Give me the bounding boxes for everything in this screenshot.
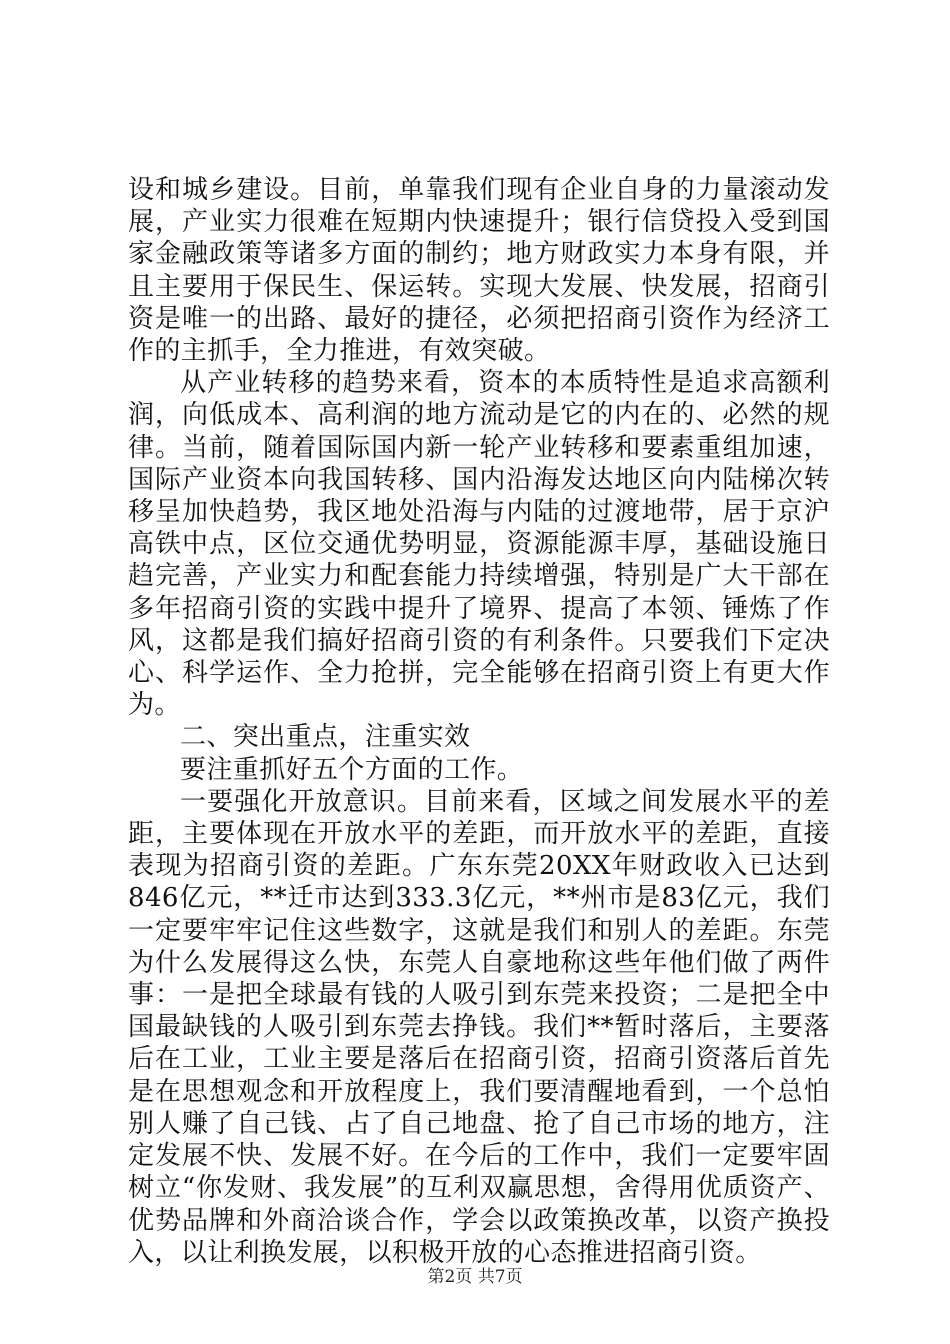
paragraph-1: 设和城乡建设。目前，单靠我们现有企业自身的力量滚动发展，产业实力很难在短期内快速提升；银行信贷投入受到国家金融政策等诸多方面的制约；地方财政实力本身有限，并且主要用于保民生、保运转。实现大发展、快发展，招商引资是唯一的出路、最好的捷径，必须把招商引资作为经济工作的主抓手，全力推进，有效突破。 <box>128 175 830 367</box>
paragraph-2: 从产业转移的趋势来看，资本的本质特性是追求高额利润，向低成本、高利润的地方流动是它的内在的、必然的规律。当前，随着国际国内新一轮产业转移和要素重组加速，国际产业资本向我国转移、国内沿海发达地区向内陆梯次转移呈加快趋势，我区地处沿海与内陆的过渡地带，居于京沪高铁中点，区位交通优势明显，资源能源丰厚，基础设施日趋完善，产业实力和配套能力持续增强，特别是广大干部在多年招商引资的实践中提升了境界、提高了本领、锤炼了作风，这都是我们搞好招商引资的有利条件。只要我们下定决心、科学运作、全力抢拼，完全能够在招商引资上有更大作为。 <box>128 368 830 721</box>
page-number-footer: 第2页 共7页 <box>427 1267 523 1287</box>
paragraph-4: 一要强化开放意识。目前来看，区域之间发展水平的差距，主要体现在开放水平的差距，而开放水平的差距，直接表现为招商引资的差距。广东东莞20XX年财政收入已达到846亿元，**迁市达到333.3亿元，**州市是83亿元，我们一定要牢牢记住这些数字，这就是我们和别人的差距。东莞为什么发展得这么快，东莞人自豪地称这些年他们做了两件事：一是把全球最有钱的人吸引到东莞来投资；二是把全中国最缺钱的人吸引到东莞去挣钱。我们**暂时落后，主要落后在工业，工业主要是落后在招商引资，招商引资落后首先是在思想观念和开放程度上，我们要清醒地看到，一个总怕别人赚了自己钱、占了自己地盘、抢了自己市场的地方，注定发展不快、发展不好。在今后的工作中，我们一定要牢固树立“你发财、我发展”的互利双赢思想，舍得用优质资产、优势品牌和外商洽谈合作，学会以政策换改革，以资产换投入，以让利换发展，以积极开放的心态推进招商引资。 <box>128 786 830 1268</box>
paragraph-3: 要注重抓好五个方面的工作。 <box>180 754 524 785</box>
document-body <box>128 174 830 1269</box>
section-heading: 二、突出重点，注重实效 <box>180 722 471 753</box>
